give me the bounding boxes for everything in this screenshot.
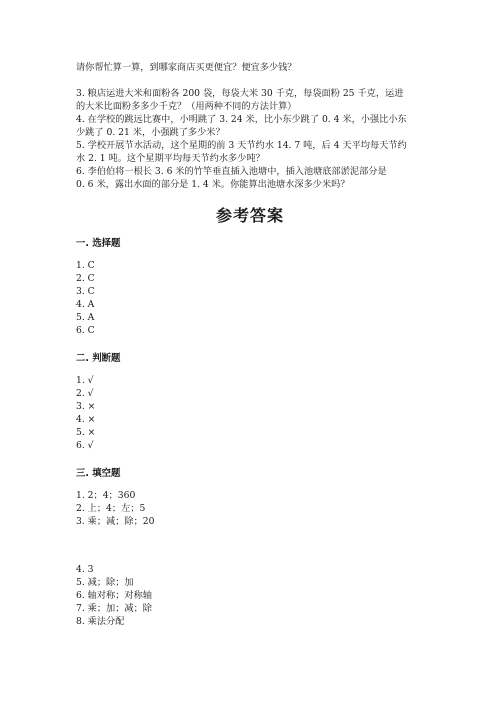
- section-heading-choice: 一. 选择题: [76, 238, 121, 249]
- answer-item: 3. C: [76, 286, 95, 297]
- answer-item: 6. √: [76, 440, 94, 451]
- question-5-line-1: 5. 学校开展节水活动，这个星期的前 3 天节约水 14. 7 吨，后 4 天平均每天节约: [76, 140, 407, 151]
- question-6-line-2: 0. 6 米，露出水面的部分是 1. 4 米。你能算出池塘水深多少米吗？: [76, 179, 350, 190]
- answer-item: 4. 3: [76, 564, 94, 575]
- answer-item: 7. 乘；加；减；除: [76, 603, 152, 614]
- answer-item: 1. C: [76, 260, 95, 271]
- answer-item: 4. ×: [76, 414, 96, 425]
- question-5-line-2: 水 2. 1 吨。这个星期平均每天节约水多少吨？: [76, 153, 265, 164]
- answer-item: 1. 2；4；360: [76, 490, 136, 501]
- answer-item: 3. ×: [76, 401, 96, 412]
- answer-item: 2. C: [76, 273, 95, 284]
- answer-item: 2. √: [76, 388, 94, 399]
- answer-item: 6. C: [76, 325, 95, 336]
- answer-item: 6. 轴对称；对称轴: [76, 590, 152, 601]
- question-4-line-1: 4. 在学校的跳远比赛中，小明跳了 3. 24 米，比小东少跳了 0. 4 米，小强比小东: [76, 114, 407, 125]
- answers-title: 参考答案: [215, 206, 284, 225]
- question-4-line-2: 少跳了 0. 21 米，小强跳了多少米？: [76, 127, 225, 138]
- answer-item: 4. A: [76, 299, 95, 310]
- question-3-line-1: 3. 粮店运进大米和面粉各 200 袋，每袋大米 30 千克，每袋面粉 25 千克，运进: [76, 88, 404, 99]
- section-heading-fill-in: 三. 填空题: [76, 468, 121, 479]
- section-heading-judgment: 二. 判断题: [76, 353, 121, 364]
- question-intro: 请你帮忙算一算，到哪家商店买更便宜？便宜多少钱？: [76, 62, 297, 73]
- answer-item: 5. A: [76, 312, 95, 323]
- answer-item: 3. 乘；减；除；20: [76, 516, 155, 527]
- answer-item: 8. 乘法分配: [76, 616, 125, 627]
- answer-item: 5. 减；除；加: [76, 577, 134, 588]
- answer-item: 1. √: [76, 375, 94, 386]
- answer-item: 2. 上；4；左；5: [76, 503, 146, 514]
- question-6-line-1: 6. 李伯伯将一根长 3. 6 米的竹竿垂直插入池塘中，插入池塘底部淤泥部分是: [76, 166, 387, 177]
- question-3-line-2: 的大米比面粉多多少千克？（用两种不同的方法计算）: [76, 101, 297, 112]
- answer-item: 5. ×: [76, 427, 96, 438]
